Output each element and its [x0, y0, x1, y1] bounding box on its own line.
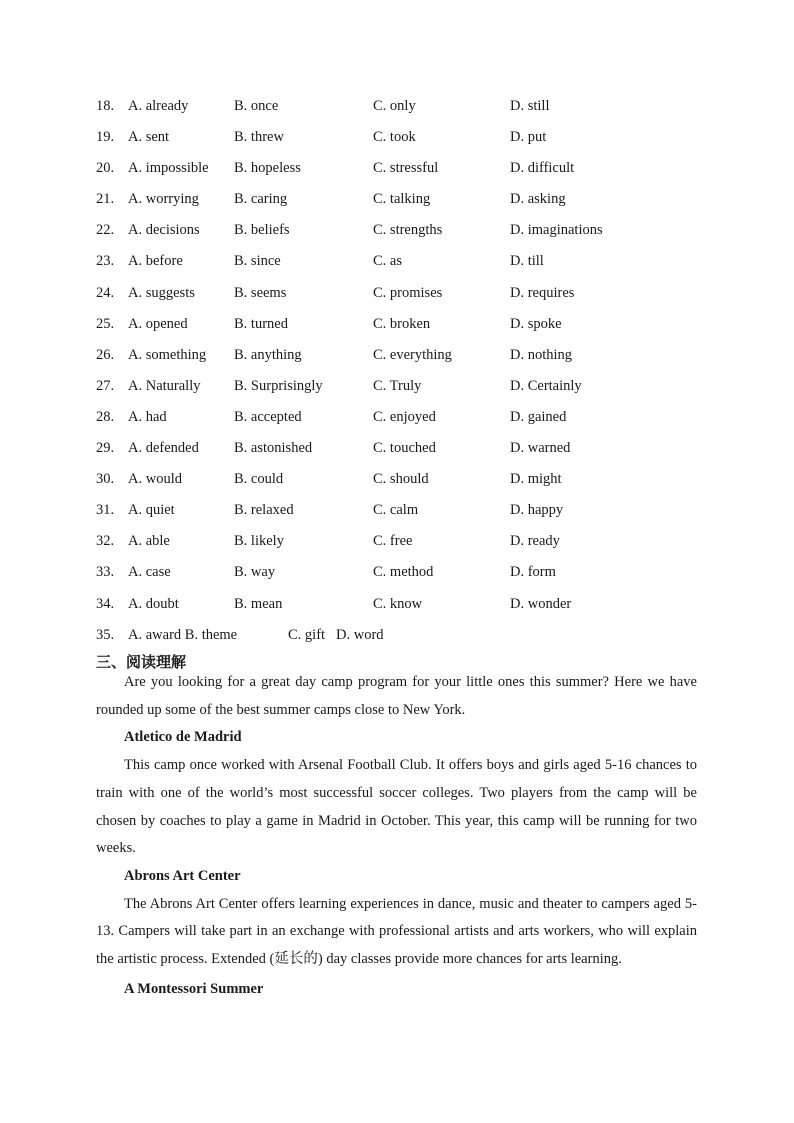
option-d: D. asking — [510, 191, 566, 208]
option-a: A. would — [128, 471, 182, 488]
option-c: C. only — [373, 98, 416, 114]
option-b: B. threw — [234, 129, 284, 146]
option-d: D. nothing — [510, 346, 573, 363]
option-a: A. had — [128, 408, 167, 425]
camp-title-atletico: Atletico de Madrid — [124, 729, 242, 746]
question-number: 30. — [96, 471, 115, 488]
option-a: A. already — [128, 98, 189, 114]
option-a: A. quiet — [128, 502, 175, 519]
option-row-26 — [96, 341, 696, 372]
option-d: D. still — [510, 98, 550, 114]
option-a: A. defended — [128, 440, 199, 457]
reading-passage — [96, 669, 697, 1003]
option-c: C. should — [373, 471, 429, 488]
option-row-33 — [96, 558, 696, 589]
option-c: C. Truly — [373, 377, 422, 394]
option-b: B. accepted — [234, 408, 302, 425]
option-d: D. ready — [510, 533, 560, 550]
question-number: 35. — [96, 626, 115, 643]
option-c: C. broken — [373, 315, 431, 332]
option-row-34 — [96, 590, 696, 621]
question-number: 31. — [96, 502, 115, 519]
option-c: C. gift — [288, 626, 326, 643]
option-d: D. till — [510, 253, 544, 270]
option-row-25 — [96, 310, 696, 341]
option-c: C. calm — [373, 502, 419, 519]
option-b: B. relaxed — [234, 502, 294, 519]
option-d: D. wonder — [510, 595, 572, 612]
option-a: A. case — [128, 564, 171, 581]
option-d: D. warned — [510, 440, 571, 457]
option-c: C. as — [373, 253, 402, 270]
option-c: C. talking — [373, 191, 431, 208]
option-a: A. impossible — [128, 160, 209, 177]
option-d: D. imaginations — [510, 222, 603, 239]
option-b: B. turned — [234, 315, 288, 332]
option-a: A. doubt — [128, 595, 179, 612]
option-b: B. anything — [234, 346, 302, 363]
option-b: B. once — [234, 98, 279, 114]
option-b: B. mean — [234, 595, 283, 612]
option-d: D. word — [336, 626, 384, 643]
option-b: B. seems — [234, 284, 287, 301]
option-row-29 — [96, 434, 696, 465]
option-a: A. opened — [128, 315, 188, 332]
option-a-b: A. award B. theme — [128, 626, 238, 643]
option-c: C. method — [373, 564, 434, 581]
question-number: 19. — [96, 129, 115, 146]
camp-title-montessori: A Montessori Summer — [124, 980, 264, 997]
option-c: C. promises — [373, 284, 443, 301]
option-d: D. Certainly — [510, 377, 582, 394]
option-b: B. caring — [234, 191, 288, 208]
option-c: C. stressful — [373, 160, 439, 177]
question-number: 22. — [96, 222, 115, 239]
option-b: B. way — [234, 564, 276, 581]
option-c: C. everything — [373, 346, 452, 363]
option-d: D. gained — [510, 408, 567, 425]
option-c: C. enjoyed — [373, 408, 436, 425]
question-number: 29. — [96, 440, 115, 457]
option-a: A. decisions — [128, 222, 200, 239]
option-b: B. Surprisingly — [234, 377, 323, 394]
camp-paragraph-atletico: This camp once worked with Arsenal Football Club. It offers boys and girls aged 5-16 chances to train with one of the world’s most successful soccer colleges. Two players from the camp will be chosen by coaches to play a game in Madrid in October. This year, this camp will be running for two weeks. — [96, 757, 697, 857]
option-a: A. something — [128, 346, 207, 363]
option-a: A. sent — [128, 129, 170, 146]
camp-title-abrons: Abrons Art Center — [124, 867, 241, 884]
option-row-28 — [96, 403, 696, 434]
option-a: A. before — [128, 253, 183, 270]
option-d: D. requires — [510, 284, 575, 301]
question-number: 23. — [96, 253, 115, 270]
option-row-22 — [96, 216, 696, 247]
camp-paragraph-abrons: The Abrons Art Center offers learning experiences in dance, music and theater to campers aged 5-13. Campers will take part in an exchange with professional artists and arts workers, who will explain the artistic process. Extended (延长的) day classes provide more chances for arts learning. — [96, 895, 697, 968]
option-a: A. worrying — [128, 191, 199, 208]
option-row-20 — [96, 154, 696, 185]
option-d: D. happy — [510, 502, 564, 519]
option-row-30 — [96, 465, 696, 496]
option-row-31 — [96, 496, 696, 527]
intro-paragraph: Are you looking for a great day camp program for your little ones this summer? Here we have rounded up some of the best summer camps close to New York. — [96, 674, 697, 718]
option-row-35 — [96, 621, 696, 652]
question-number: 25. — [96, 315, 115, 332]
question-number: 26. — [96, 346, 115, 363]
question-number: 24. — [96, 284, 115, 301]
option-row-24 — [96, 279, 696, 310]
option-a: A. Naturally — [128, 377, 201, 394]
option-b: B. beliefs — [234, 222, 290, 239]
option-b: B. likely — [234, 533, 284, 550]
option-row-19 — [96, 123, 696, 154]
question-number: 21. — [96, 191, 115, 208]
option-a: A. able — [128, 533, 170, 550]
question-number: 28. — [96, 408, 115, 425]
option-row-27 — [96, 372, 696, 403]
option-d: D. might — [510, 471, 562, 488]
option-row-32 — [96, 527, 696, 558]
option-b: B. hopeless — [234, 160, 301, 177]
option-c: C. free — [373, 533, 413, 550]
option-c: C. know — [373, 595, 423, 612]
option-b: B. astonished — [234, 440, 313, 457]
option-d: D. spoke — [510, 315, 562, 332]
option-c: C. touched — [373, 440, 436, 457]
option-c: C. took — [373, 129, 416, 146]
answer-options-list — [96, 92, 696, 652]
option-d: D. form — [510, 564, 556, 581]
option-b: B. could — [234, 471, 284, 488]
question-number: 18. — [96, 98, 115, 114]
option-b: B. since — [234, 253, 281, 270]
option-row-18 — [96, 92, 696, 123]
option-row-21 — [96, 185, 696, 216]
question-number: 20. — [96, 160, 115, 177]
question-number: 34. — [96, 595, 115, 612]
question-number: 27. — [96, 377, 115, 394]
question-number: 33. — [96, 564, 115, 581]
option-c: C. strengths — [373, 222, 443, 239]
section-heading: 三、阅读理解 — [96, 653, 187, 671]
option-a: A. suggests — [128, 284, 195, 301]
option-d: D. difficult — [510, 160, 575, 177]
option-row-23 — [96, 247, 696, 278]
option-d: D. put — [510, 129, 547, 146]
question-number: 32. — [96, 533, 115, 550]
